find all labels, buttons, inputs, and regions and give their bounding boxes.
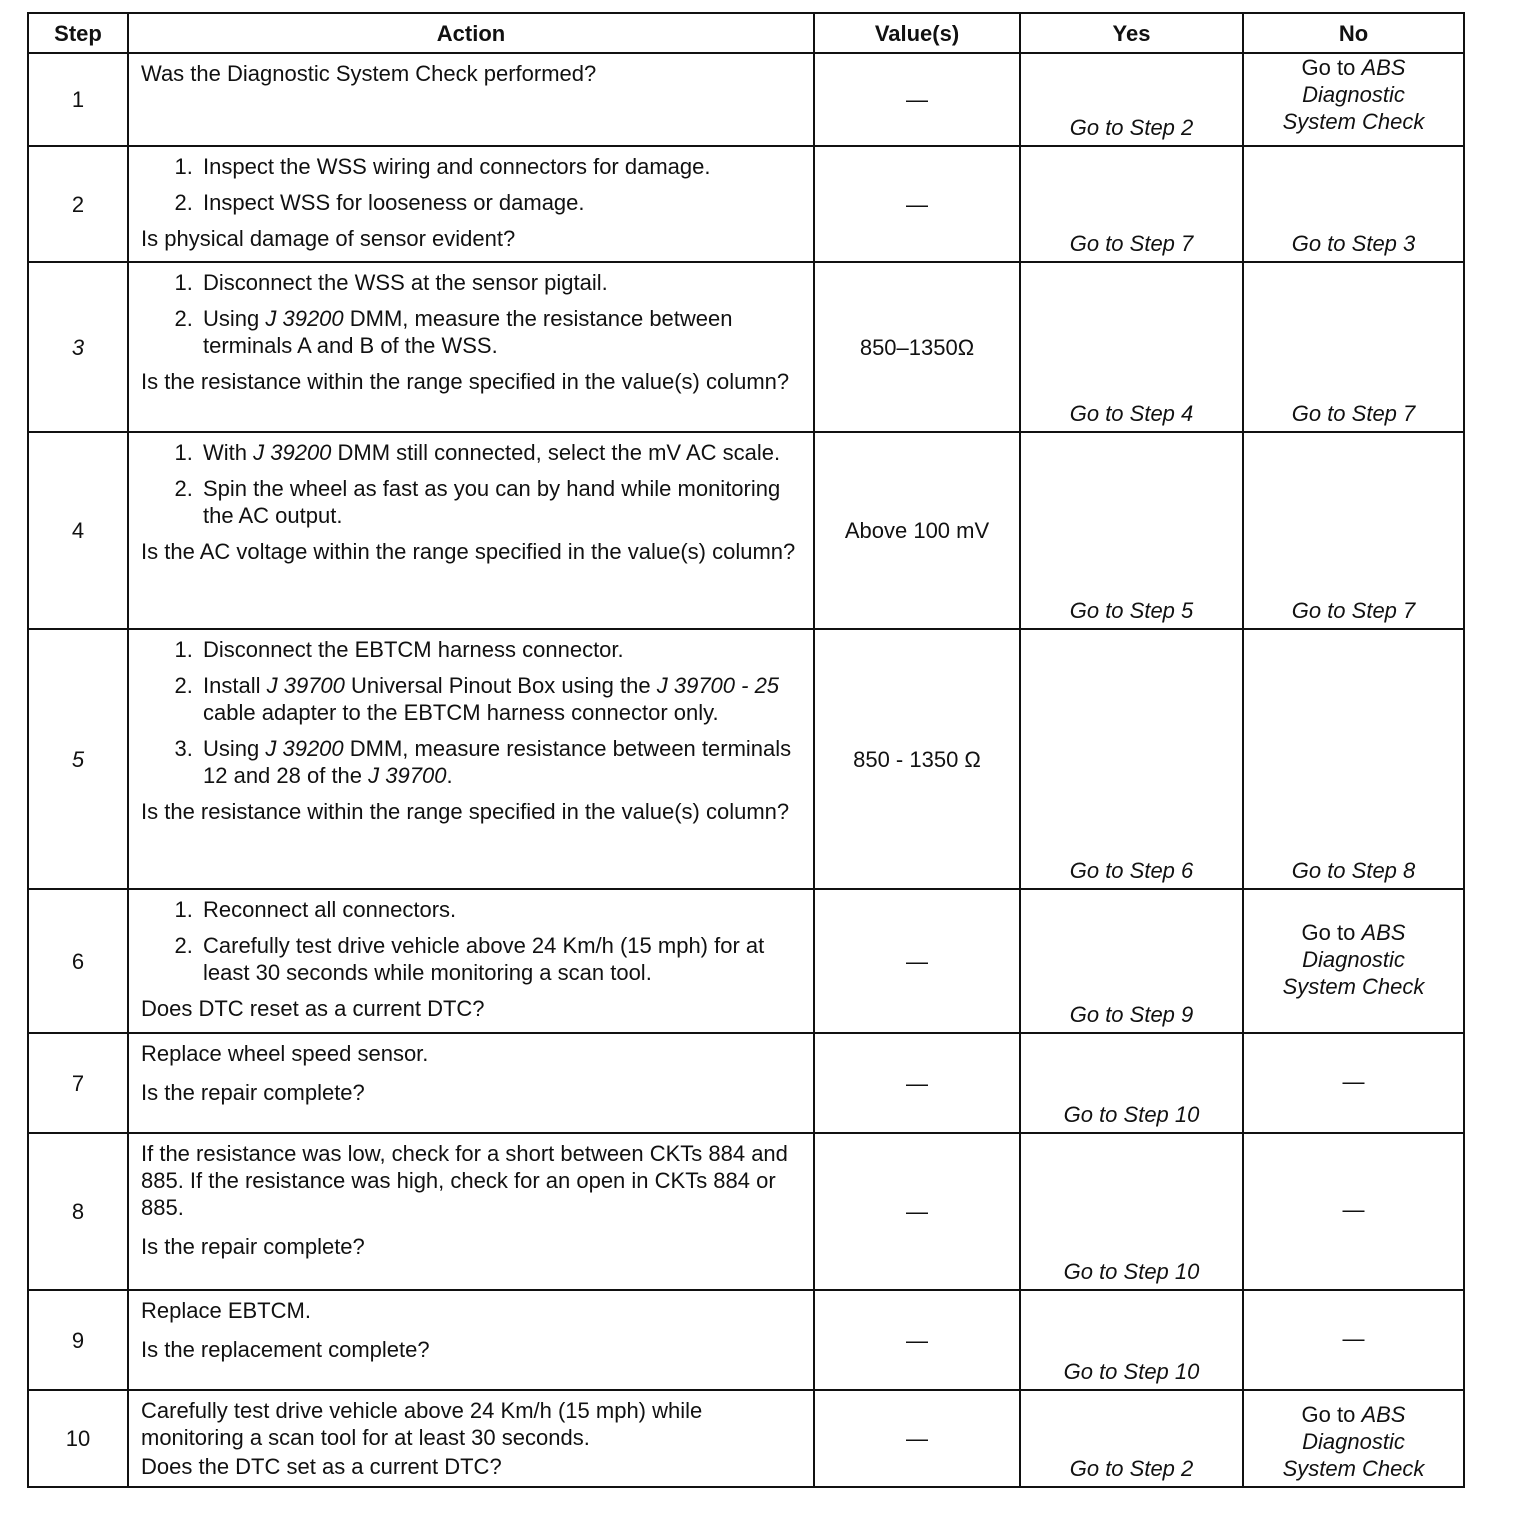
- no-prefix: Go to: [1301, 919, 1362, 945]
- no-line3: System Check: [1282, 109, 1425, 134]
- no-line2: Diagnostic: [1302, 1429, 1405, 1454]
- step-number: 1: [28, 53, 128, 146]
- no-cell: [1243, 889, 1464, 1033]
- action-steps: [141, 153, 805, 216]
- step-number: 2: [28, 146, 128, 262]
- action-step: 1. Reconnect all connectors.: [199, 896, 805, 923]
- action-question: Does the DTC set as a current DTC?: [141, 1454, 502, 1479]
- action-cell: [128, 53, 814, 146]
- action-step: 1. Disconnect the WSS at the sensor pigtail.: [199, 269, 805, 296]
- table-row: [28, 262, 1464, 432]
- yes-cell: Go to Step 4: [1020, 262, 1243, 432]
- action-text: Using: [203, 306, 266, 331]
- table-row: [28, 53, 1464, 146]
- yes-cell: Go to Step 5: [1020, 432, 1243, 629]
- action-cell: [128, 1133, 814, 1290]
- no-cell: Go to Step 3: [1243, 146, 1464, 262]
- action-text: Install: [203, 673, 267, 698]
- value-cell: 850 - 1350 Ω: [814, 629, 1020, 889]
- action-cell: [128, 1390, 814, 1487]
- value-cell: Above 100 mV: [814, 432, 1020, 629]
- table-row: [28, 1290, 1464, 1390]
- no-cell: —: [1243, 1033, 1464, 1133]
- action-steps: [141, 896, 805, 986]
- action-text: Universal Pinout Box using the: [344, 673, 657, 698]
- yes-cell: Go to Step 9: [1020, 889, 1243, 1033]
- action-question: Does DTC reset as a current DTC?: [141, 996, 485, 1021]
- tool-reference: J 39200: [265, 306, 344, 331]
- value-cell: —: [814, 1290, 1020, 1390]
- step-number: 3: [28, 262, 128, 432]
- action-cell: [128, 629, 814, 889]
- action-step: [199, 305, 805, 359]
- no-cell: Go to Step 7: [1243, 432, 1464, 629]
- table-row: [28, 432, 1464, 629]
- table-row: [28, 1133, 1464, 1290]
- header-action: Action: [128, 13, 814, 53]
- table-row: [28, 629, 1464, 889]
- action-text: .: [446, 763, 453, 788]
- header-no: No: [1243, 13, 1464, 53]
- action-question: Is the repair complete?: [141, 1080, 365, 1105]
- action-text: Using: [203, 736, 266, 761]
- action-cell: [128, 146, 814, 262]
- step-number: 7: [28, 1033, 128, 1133]
- tool-reference: J 39700: [368, 763, 447, 788]
- no-prefix: Go to: [1301, 1402, 1362, 1427]
- header-yes: Yes: [1020, 13, 1243, 53]
- action-question: Is the AC voltage within the range specified in the value(s) column?: [141, 539, 796, 564]
- action-cell: [128, 889, 814, 1033]
- action-step: [199, 672, 805, 726]
- no-emphasis: ABS: [1361, 1402, 1406, 1427]
- action-question: Is the resistance within the range specified in the value(s) column?: [141, 799, 790, 824]
- action-steps: [141, 439, 805, 529]
- yes-cell: Go to Step 10: [1020, 1033, 1243, 1133]
- action-question: Is the resistance within the range specified in the value(s) column?: [141, 369, 790, 394]
- step-number: 6: [28, 889, 128, 1033]
- action-step: 2. Inspect WSS for looseness or damage.: [199, 189, 805, 216]
- step-number: 5: [28, 629, 128, 889]
- table-row: [28, 889, 1464, 1033]
- header-values: Value(s): [814, 13, 1020, 53]
- no-cell: Go to Step 8: [1243, 629, 1464, 889]
- action-step: [199, 439, 805, 466]
- yes-cell: Go to Step 6: [1020, 629, 1243, 889]
- no-line2: Diagnostic: [1302, 946, 1405, 972]
- table-row: [28, 1033, 1464, 1133]
- action-steps: [141, 269, 805, 359]
- action-text: Was the Diagnostic System Check performed?: [141, 61, 597, 86]
- action-text: Replace EBTCM.: [141, 1298, 311, 1323]
- action-text: DMM, measure the resistance between terminals A and B of the WSS.: [203, 306, 733, 358]
- value-cell: 850–1350Ω: [814, 262, 1020, 432]
- value-cell: —: [814, 889, 1020, 1033]
- step-number: 9: [28, 1290, 128, 1390]
- action-question: Is the replacement complete?: [141, 1337, 430, 1362]
- action-cell: [128, 262, 814, 432]
- action-step: 1. Inspect the WSS wiring and connectors for damage.: [199, 153, 805, 180]
- action-text: DMM still connected, select the mV AC scale.: [331, 440, 781, 465]
- no-cell: —: [1243, 1133, 1464, 1290]
- diagnostic-table: [27, 12, 1465, 1488]
- value-cell: —: [814, 1033, 1020, 1133]
- no-line3: System Check: [1282, 973, 1425, 999]
- no-emphasis: ABS: [1361, 55, 1406, 80]
- action-step: 1. Disconnect the EBTCM harness connector.: [199, 636, 805, 663]
- no-cell: Go to Step 7: [1243, 262, 1464, 432]
- step-number: 8: [28, 1133, 128, 1290]
- action-text: Carefully test drive vehicle above 24 Km/h (15 mph) while monitoring a scan tool for at least 30 seconds.: [141, 1398, 703, 1450]
- action-step: 2. Spin the wheel as fast as you can by hand while monitoring the AC output.: [199, 475, 805, 529]
- action-text: If the resistance was low, check for a short between CKTs 884 and 885. If the resistance was high, check for an open in CKTs 884 or 885.: [141, 1141, 788, 1220]
- no-cell: —: [1243, 1290, 1464, 1390]
- yes-cell: Go to Step 2: [1020, 53, 1243, 146]
- no-prefix: Go to: [1301, 55, 1362, 80]
- yes-cell: Go to Step 7: [1020, 146, 1243, 262]
- action-question: Is the repair complete?: [141, 1234, 365, 1259]
- table-row: [28, 1390, 1464, 1487]
- tool-reference: J 39700 - 25: [656, 673, 780, 698]
- action-step: [199, 735, 805, 789]
- action-steps: [141, 636, 805, 789]
- no-cell: [1243, 53, 1464, 146]
- action-step: 2. Carefully test drive vehicle above 24 Km/h (15 mph) for at least 30 seconds while monitoring a scan tool.: [199, 932, 805, 986]
- action-question: Is physical damage of sensor evident?: [141, 226, 516, 251]
- action-cell: [128, 432, 814, 629]
- yes-cell: Go to Step 2: [1020, 1390, 1243, 1487]
- action-text: With: [203, 440, 254, 465]
- action-text: Replace wheel speed sensor.: [141, 1041, 429, 1066]
- no-line3: System Check: [1282, 1456, 1425, 1481]
- no-line2: Diagnostic: [1302, 82, 1405, 107]
- tool-reference: J 39700: [266, 673, 345, 698]
- step-number: 10: [28, 1390, 128, 1487]
- table-row: [28, 146, 1464, 262]
- action-text: cable adapter to the EBTCM harness connector only.: [203, 700, 719, 725]
- yes-cell: Go to Step 10: [1020, 1133, 1243, 1290]
- value-cell: —: [814, 1390, 1020, 1487]
- value-cell: —: [814, 53, 1020, 146]
- action-cell: [128, 1033, 814, 1133]
- header-step: Step: [28, 13, 128, 53]
- tool-reference: J 39200: [265, 736, 344, 761]
- no-emphasis: ABS: [1361, 919, 1406, 945]
- yes-cell: Go to Step 10: [1020, 1290, 1243, 1390]
- value-cell: —: [814, 146, 1020, 262]
- action-text: DMM, measure resistance between terminals 12 and 28 of the: [203, 736, 792, 788]
- value-cell: —: [814, 1133, 1020, 1290]
- header-row: [28, 13, 1464, 53]
- tool-reference: J 39200: [253, 440, 332, 465]
- no-cell: [1243, 1390, 1464, 1487]
- action-cell: [128, 1290, 814, 1390]
- step-number: 4: [28, 432, 128, 629]
